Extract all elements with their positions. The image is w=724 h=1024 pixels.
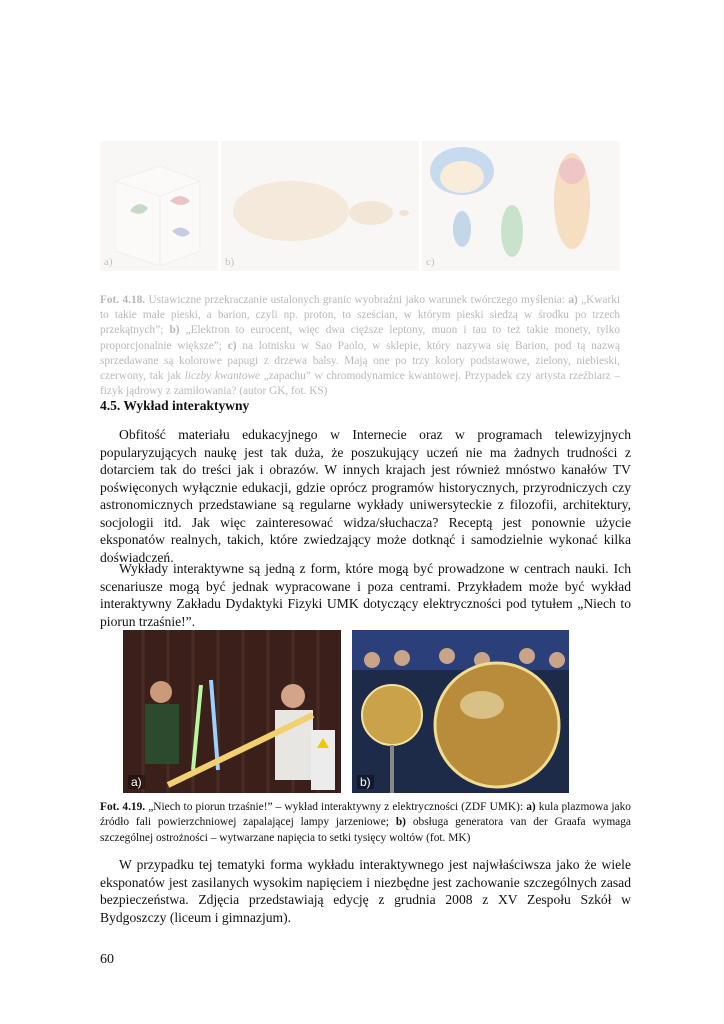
caption-4-18 bbox=[100, 293, 620, 399]
caption-label: Fot. 4.19. bbox=[100, 801, 146, 813]
photo-label-b: b) bbox=[225, 256, 235, 268]
caption-b-label: b) bbox=[169, 324, 180, 337]
photo-plasma-ball bbox=[123, 630, 341, 793]
photo-van-de-graaff bbox=[352, 630, 569, 793]
paragraph-2: Wykłady interaktywne są jedną z form, które mogą być prowadzone w centrach nauki. Ich scenariusze mogą być jednak wypracowane i poza centrami. Przykładem może być wykład interaktywny Zakładu Dydaktyki Fizyki UMK dotyczący elektryczności pod tytułem „Niech to piorun trzaśnie!”. bbox=[100, 561, 631, 629]
caption-c-label: c) bbox=[227, 339, 237, 352]
caption-c-text-1: na lotnisku w Sao Paolo, w sklepie, który nazywa się Barion, pod tą nazwą sprzedawane są kolorowe papugi z drzewa balsy. Mają one po trzy kolory podstawowe, zielony, niebieski, czerwony, tak jak bbox=[100, 339, 621, 382]
paragraph-3: W przypadku tej tematyki forma wykładu interaktywnego jest najwłaściwsza jako że wiele eksponatów jest zasilanych wysokim napięciem i niezbędne jest zachowanie szczególnych zasad bezpieczeństwa. Zdjęcia przedstawiają edycję z grudnia 2008 z XV Zespołu Szkół w Bydgoszczy (liceum i gimnazjum). bbox=[100, 857, 631, 925]
photo-label-a: a) bbox=[128, 775, 145, 789]
caption-b-text: „Elektron to eurocent, więc dwa cięższe leptony, muon i tau to też takie monety, tylko proporcjonalnie większe”; bbox=[100, 324, 620, 352]
photo-label-a: a) bbox=[104, 256, 113, 268]
photo-quark-cube bbox=[100, 141, 218, 271]
caption-a-label: a) bbox=[526, 801, 536, 813]
caption-a-label: a) bbox=[568, 294, 578, 307]
caption-c-text-2: „zapachu” w chromodynamice kwantowej. Przypadek czy artysta rzeźbiarz – fizyk jądrowy z zamiłowania? (autor GK, fot. KS) bbox=[100, 369, 620, 397]
photo-parrots bbox=[422, 141, 620, 271]
caption-c-italic: liczby kwantowe bbox=[184, 369, 261, 382]
paragraph-1: Obfitość materiału edukacyjnego w Internecie oraz w programach telewizyjnych popularyzujących naukę jest tak duża, że poszukujący uczeń nie ma żadnych trudności z dotarciem tak do treści jak i obrazów. W innych krajach jest również mnóstwo kanałów TV poświęconych wyłącznie edukacji, gdzie oprócz programów historycznych, przyrodniczych czy astronomicznych przedstawiane są regularne wykłady uniwersyteckie z filozofii, architektury, socjologii itd. Jak więc zainteresować widza/słuchacza? Receptą jest ponownie użycie eksponatów realnych, takich, które zwiedzający może dotknąć i samodzielnie wykonać kilka doświadczeń. bbox=[100, 427, 631, 565]
caption-b-text: obsługa generatora van der Graafa wymaga szczególnej ostrożności – wytwarzane napięcia to setki tysięcy woltów (fot. MK) bbox=[100, 816, 631, 844]
photo-label-b: b) bbox=[357, 775, 374, 789]
page-number: 60 bbox=[100, 952, 114, 967]
photo-coins bbox=[221, 141, 419, 271]
caption-a-text: kula plazmowa jako źródło fali powierzchniowej zapalającej lampy jarzeniowe; bbox=[100, 801, 631, 829]
caption-4-19 bbox=[100, 800, 631, 846]
caption-text: „Niech to piorun trzaśnie!” – wykład interaktywny z elektryczności (ZDF UMK): bbox=[148, 801, 524, 813]
section-title: 4.5. Wykład interaktywny bbox=[100, 398, 250, 413]
caption-label: Fot. 4.18. bbox=[100, 294, 146, 307]
figure-4-18 bbox=[100, 141, 620, 271]
caption-a-text: „Kwarki to takie małe pieski, a barion, czyli np. proton, to sześcian, w którym pieski siedzą w środku po trzech przekątnych”; bbox=[100, 294, 621, 337]
photo-label-c: c) bbox=[426, 256, 435, 268]
caption-text: Ustawiczne przekraczanie ustalonych granic wyobraźni jako warunek twórczego myślenia: bbox=[148, 294, 565, 307]
caption-b-label: b) bbox=[395, 816, 406, 829]
